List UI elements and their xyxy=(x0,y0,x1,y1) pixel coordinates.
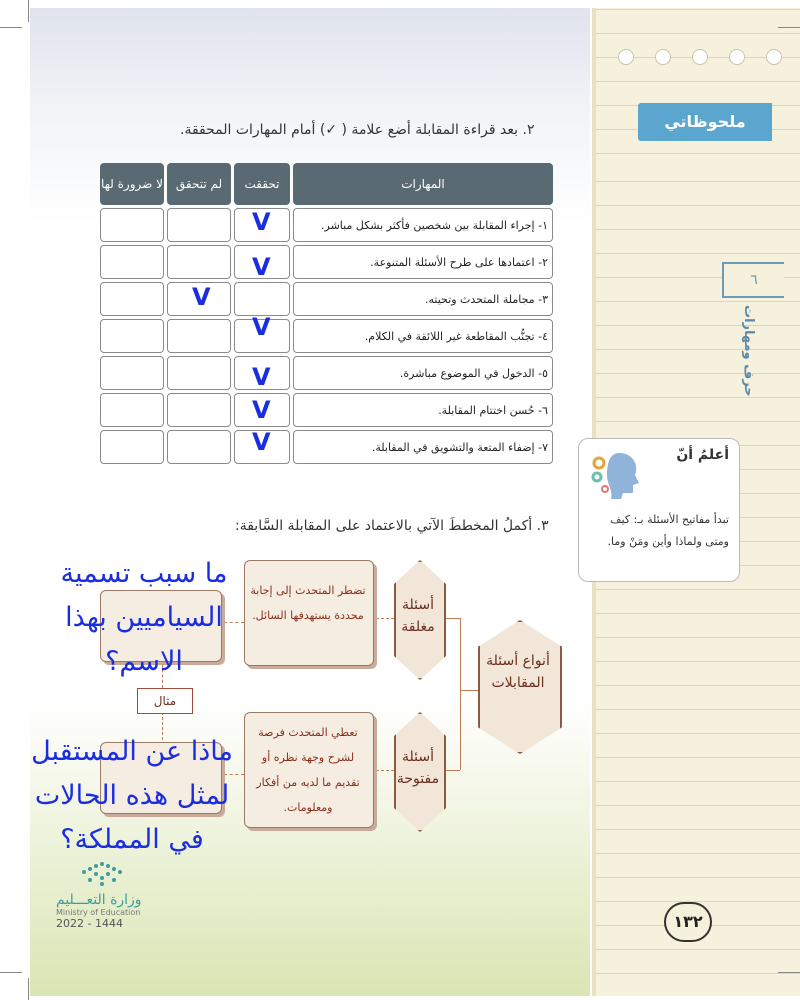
crop-mark xyxy=(28,0,29,22)
connector xyxy=(376,770,394,771)
binder-hole xyxy=(766,49,782,65)
thinking-head-icon xyxy=(589,449,641,501)
checkmark-icon: V xyxy=(252,428,271,456)
closed-questions-label: أسئلة مغلقة xyxy=(401,597,435,635)
header-achieved: تحققت xyxy=(234,163,290,205)
ministry-arabic: وزارة التعـــليم xyxy=(56,892,142,908)
unnecessary-cell[interactable] xyxy=(100,356,164,390)
skill-cell: ٣- مجاملة المتحدث وتحيته. xyxy=(293,282,553,316)
unnecessary-cell[interactable] xyxy=(100,393,164,427)
notes-header: ملحوظاتي xyxy=(638,103,772,141)
closed-description: تضطر المتحدث إلى إجابة محددة يستهدفها السائل. xyxy=(250,584,366,622)
page-number: ١٣٢ xyxy=(664,902,712,942)
unnecessary-cell[interactable] xyxy=(100,430,164,464)
header-not-achieved: لم تتحقق xyxy=(167,163,231,205)
know-title: أعلمُ أنّ xyxy=(676,447,729,463)
not-achieved-cell[interactable] xyxy=(167,356,231,390)
skill-cell: ٦- حُسن اختتام المقابلة. xyxy=(293,393,553,427)
checkmark-icon: V xyxy=(252,396,271,424)
skill-cell: ٤- تجنُّب المقاطعة غير اللائقة في الكلام. xyxy=(293,319,553,353)
connector xyxy=(446,770,460,771)
checkmark-icon: V xyxy=(252,363,271,391)
table-row xyxy=(100,356,553,390)
connector xyxy=(460,690,478,691)
open-questions-label: أسئلة مفتوحة xyxy=(396,749,440,787)
handwritten-answer-closed: ما سبب تسمية السياميين بهذا الاسم؟ xyxy=(60,558,228,677)
open-description: تعطي المتحدث فرصة لشرح وجهة نظره أو تقديم ما لديه من أفكار ومعلومات. xyxy=(256,726,360,814)
did-you-know-box xyxy=(578,438,740,582)
unnecessary-cell[interactable] xyxy=(100,319,164,353)
not-achieved-cell[interactable] xyxy=(167,208,231,242)
table-row xyxy=(100,245,553,279)
unnecessary-cell[interactable] xyxy=(100,208,164,242)
table-row xyxy=(100,282,553,316)
ministry-english: Ministry of Education xyxy=(56,908,141,917)
checkmark-icon: V xyxy=(252,208,271,236)
crop-mark xyxy=(778,972,800,973)
header-skills: المهارات xyxy=(293,163,553,205)
academic-year: 2022 - 1444 xyxy=(56,917,123,930)
table-row xyxy=(100,208,553,242)
table-row xyxy=(100,430,553,464)
skills-table xyxy=(97,160,556,467)
table-row xyxy=(100,319,553,353)
crop-mark xyxy=(0,972,22,973)
not-achieved-cell[interactable] xyxy=(167,430,231,464)
crop-mark xyxy=(778,27,800,28)
bracket-line xyxy=(460,618,461,770)
binder-hole xyxy=(729,49,745,65)
skill-cell: ٧- إضفاء المتعة والتشويق في المقابلة. xyxy=(293,430,553,464)
unnecessary-cell[interactable] xyxy=(100,245,164,279)
unit-title: حرف ومهارات xyxy=(741,305,756,397)
not-achieved-cell[interactable] xyxy=(167,393,231,427)
ministry-logo xyxy=(56,860,166,930)
crop-mark xyxy=(0,27,22,28)
connector xyxy=(376,618,394,619)
binder-hole xyxy=(618,49,634,65)
skill-cell: ٢- اعتمادها على طرح الأسئلة المتنوعة. xyxy=(293,245,553,279)
checkmark-icon: V xyxy=(252,253,271,281)
achieved-cell[interactable] xyxy=(234,282,290,316)
question-2-prompt: ٢. بعد قراءة المقابلة أضع علامة ( ✓) أمام المهارات المحققة. xyxy=(180,122,535,138)
table-row xyxy=(100,393,553,427)
binder-hole xyxy=(655,49,671,65)
connector xyxy=(446,618,460,619)
binder-hole xyxy=(692,49,708,65)
unit-number: ٦ xyxy=(722,262,784,298)
table-header-row xyxy=(100,163,553,205)
checkmark-icon: V xyxy=(252,313,271,341)
skill-cell: ٥- الدخول في الموضوع مباشرة. xyxy=(293,356,553,390)
crop-mark xyxy=(28,978,29,1000)
header-unnecessary: لا ضرورة لها xyxy=(100,163,164,205)
not-achieved-cell[interactable] xyxy=(167,245,231,279)
skill-cell: ١- إجراء المقابلة بين شخصين فأكثر بشكل مباشر. xyxy=(293,208,553,242)
unnecessary-cell[interactable] xyxy=(100,282,164,316)
ministry-logo-icon xyxy=(56,860,146,888)
checkmark-icon: V xyxy=(192,283,211,311)
handwritten-answer-open: ماذا عن المستقبل لمثل هذه الحالات في المملكة؟ xyxy=(31,736,233,855)
know-text: تبدأ مفاتيح الأسئلة بـ: كيف ومتى ولماذا وأين ومَنْ وما. xyxy=(607,513,729,548)
question-3-prompt: ٣. أكملُ المخططَ الآتي بالاعتماد على المقابلة السَّابقة: xyxy=(235,518,549,534)
root-node-label: أنواع أسئلة المقابلات xyxy=(486,653,550,691)
not-achieved-cell[interactable] xyxy=(167,319,231,353)
example-label: مثال xyxy=(137,688,193,714)
